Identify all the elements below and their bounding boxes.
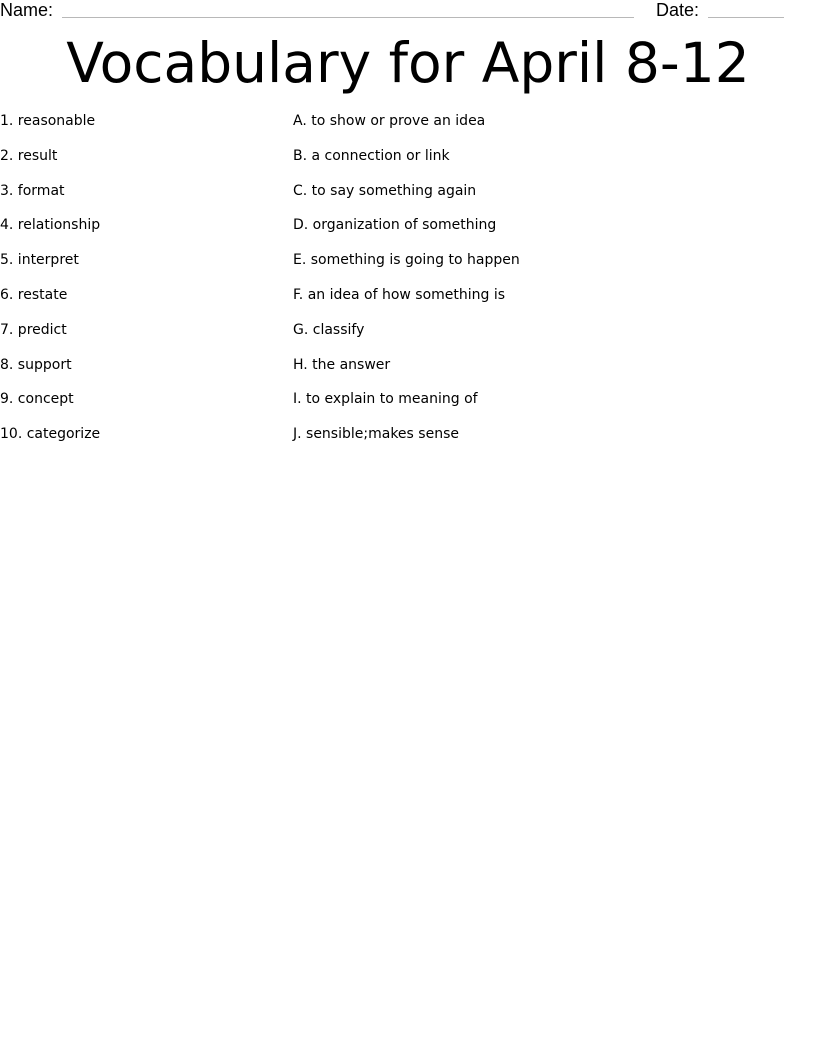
vocab-definition: C. to say something again — [293, 182, 477, 199]
vocab-word: 1. reasonable — [0, 113, 96, 129]
vocab-definition: F. an idea of how something is — [293, 286, 506, 303]
list-item — [0, 146, 816, 181]
list-item — [0, 320, 816, 355]
list-item — [0, 181, 816, 216]
vocab-word: 10. categorize — [0, 426, 101, 443]
worksheet-header — [0, 0, 816, 24]
vocab-word: 3. format — [0, 182, 65, 199]
vocab-definition: I. to explain to meaning of — [293, 391, 478, 408]
vocab-word: 4. relationship — [0, 217, 101, 234]
list-item — [0, 389, 816, 424]
list-item — [0, 424, 816, 459]
date-label: Date: — [656, 0, 700, 20]
vocab-word: 8. support — [0, 356, 72, 373]
vocab-definition: G. classify — [293, 321, 365, 338]
list-item — [0, 111, 816, 146]
vocab-word: 7. predict — [0, 321, 67, 338]
vocab-definition: E. something is going to happen — [293, 252, 520, 269]
list-item — [0, 355, 816, 390]
vocab-word: 2. result — [0, 147, 58, 164]
vocab-word: 9. concept — [0, 391, 74, 408]
list-item — [0, 215, 816, 250]
vocab-word: 5. interpret — [0, 252, 79, 269]
vocab-definition: J. sensible;makes sense — [293, 426, 459, 443]
list-item — [0, 250, 816, 285]
matching-list — [0, 111, 816, 459]
page-title: Vocabulary for April 8-12 — [66, 31, 750, 95]
vocab-definition: D. organization of something — [293, 217, 497, 234]
list-item — [0, 285, 816, 320]
vocab-definition: B. a connection or link — [293, 147, 450, 164]
date-blank-line[interactable] — [708, 17, 784, 18]
vocab-definition: H. the answer — [293, 356, 391, 373]
name-blank-line[interactable] — [62, 17, 634, 18]
vocab-word: 6. restate — [0, 286, 68, 303]
name-label: Name: — [0, 0, 54, 20]
vocab-definition: A. to show or prove an idea — [293, 113, 486, 129]
